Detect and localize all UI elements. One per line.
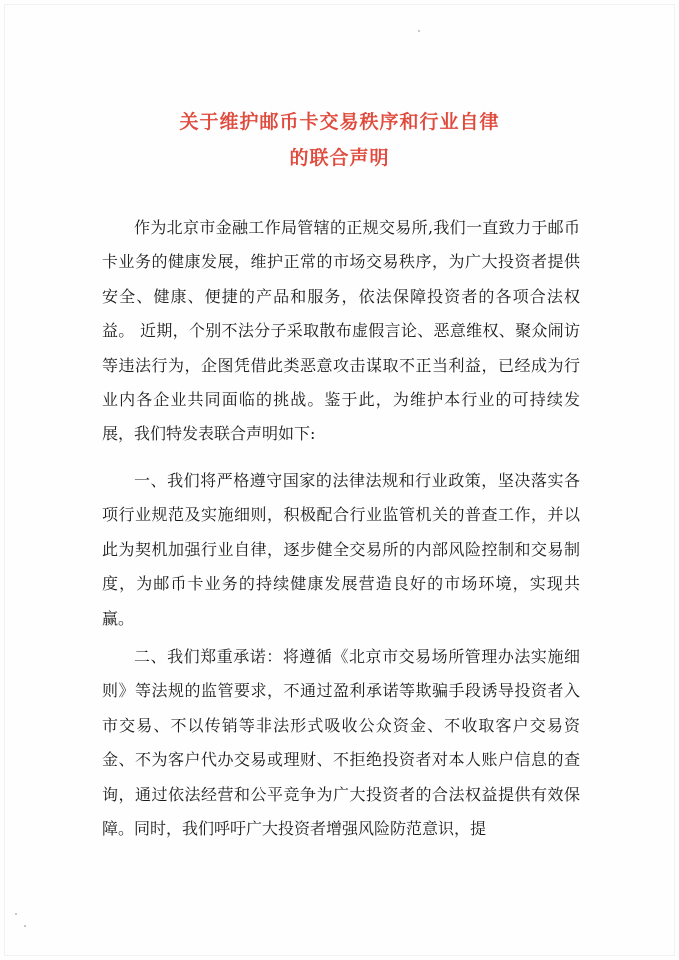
document-title-line-1: 关于维护邮币卡交易秩序和行业自律 xyxy=(179,111,500,133)
scan-speck xyxy=(418,30,420,32)
body-paragraph-two: 二、我们郑重承诺：将遵循《北京市交易场所管理办法实施细则》等法规的监管要求，不通过盈利承诺等欺骗手段诱导投资者入市交易、不以传销等非法形式吸收公众资金、不收取客户交易资金、不为客户代办交易或理财、不拒绝投资者对本人账户信息的查询，通过依法经营和公平竞争为广大投资者的合法权益提供有效保障。同时，我们呼吁广大投资者增强风险防范意识，提 xyxy=(102,647,580,839)
body-paragraph-intro: 作为北京市金融工作局管辖的正规交易所,我们一直致力于邮币卡业务的健康发展，维护正常的市场交易秩序，为广大投资者提供安全、健康、便捷的产品和服务，依法保障投资者的各项合法权益。 近期，个别不法分子采取散布虚假言论、恶意维权、聚众闹访等违法行为，企图凭借此类恶意攻击谋取不正当利益，已经成为行业内各企业共同面临的挑战。鉴于此，为维护本行业的可持续发展，我们特发表联合声明如下: xyxy=(102,218,580,444)
body-paragraph-one: 一、我们将严格遵守国家的法律法规和行业政策，坚决落实各项行业规范及实施细则，积极配合行业监管机关的普查工作，并以此为契机加强行业自律，逐步健全交易所的内部风险控制和交易制度，为邮币卡业务的持续健康发展营造良好的市场环境，实现共赢。 xyxy=(102,471,580,628)
document-title-line-2: 的联合声明 xyxy=(289,147,390,169)
scan-speck xyxy=(15,913,17,915)
scan-speck xyxy=(24,925,26,927)
